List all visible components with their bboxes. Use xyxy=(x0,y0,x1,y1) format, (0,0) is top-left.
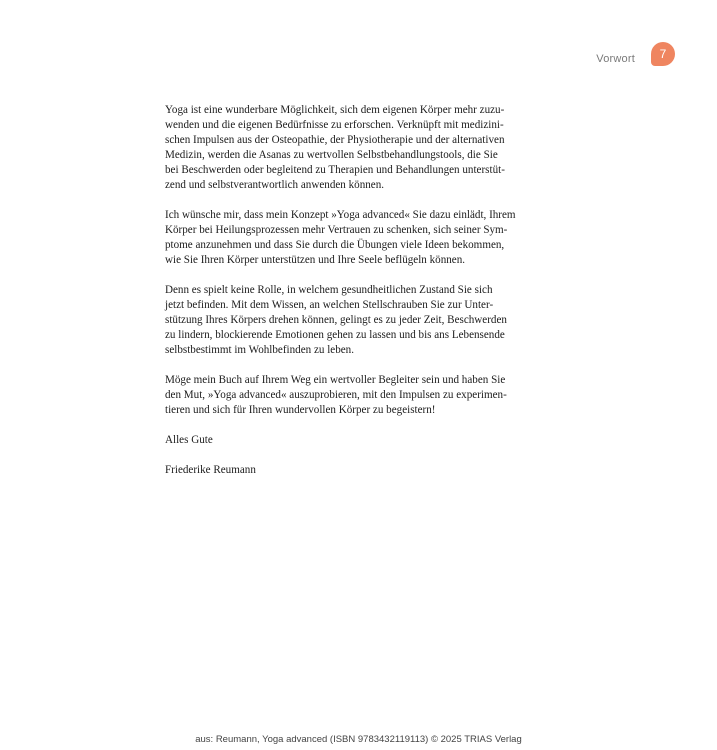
text-line: Denn es spielt keine Rolle, in welchem gesundheitlichen Zustand Sie sich xyxy=(165,284,493,296)
paragraph xyxy=(165,373,535,418)
citation-footer: aus: Reumann, Yoga advanced (ISBN 9783432119113) © 2025 TRIAS Verlag xyxy=(195,734,522,745)
text-line: tieren und sich für Ihren wundervollen Körper zu begeistern! xyxy=(165,404,436,416)
text-line: zu lindern, blockierende Emotionen gehen zu lassen und bis ans Lebensende xyxy=(165,329,505,341)
text-line: Ich wünsche mir, dass mein Konzept »Yoga advanced« Sie dazu einlädt, Ihrem xyxy=(165,209,516,221)
paragraph xyxy=(165,208,535,268)
text-line: Möge mein Buch auf Ihrem Weg ein wertvoller Begleiter sein und haben Sie xyxy=(165,374,506,386)
page-number-badge: 7 xyxy=(651,42,675,66)
text-line: stützung Ihres Körpers drehen können, gelingt es zu jeder Zeit, Beschwerden xyxy=(165,314,507,326)
closing-greeting: Alles Gute xyxy=(165,434,213,446)
paragraph xyxy=(165,103,535,193)
text-line: schen Impulsen aus der Osteopathie, der Physiotherapie und der alternativen xyxy=(165,134,505,146)
text-line: Yoga ist eine wunderbare Möglichkeit, sich dem eigenen Körper mehr zuzu- xyxy=(165,104,505,116)
text-line: zend und selbstverantwortlich anwenden können. xyxy=(165,179,385,191)
author-signature: Friederike Reumann xyxy=(165,464,256,476)
text-line: wenden und die eigenen Bedürfnisse zu erforschen. Verknüpft mit medizini- xyxy=(165,119,504,131)
text-line: selbstbestimmt im Wohlbefinden zu leben. xyxy=(165,344,355,356)
section-title: Vorwort xyxy=(596,53,635,65)
text-line: den Mut, »Yoga advanced« auszuprobieren, mit den Impulsen zu experimen- xyxy=(165,389,507,401)
paragraph xyxy=(165,283,535,358)
text-line: Medizin, werden die Asanas zu wertvollen Selbstbehandlungstools, die Sie xyxy=(165,149,498,161)
text-line: wie Sie Ihren Körper unterstützen und Ihre Seele beflügeln können. xyxy=(165,254,466,266)
text-line: Körper bei Heilungsprozessen mehr Vertrauen zu schenken, sich seiner Sym- xyxy=(165,224,508,236)
page-body xyxy=(165,103,535,493)
text-line: bei Beschwerden oder begleitend zu Therapien und Behandlungen unterstüt- xyxy=(165,164,505,176)
text-line: jetzt befinden. Mit dem Wissen, an welchen Stellschrauben Sie zur Unter- xyxy=(165,299,494,311)
text-line: ptome anzunehmen und dass Sie durch die Übungen viele Ideen bekommen, xyxy=(165,239,505,251)
